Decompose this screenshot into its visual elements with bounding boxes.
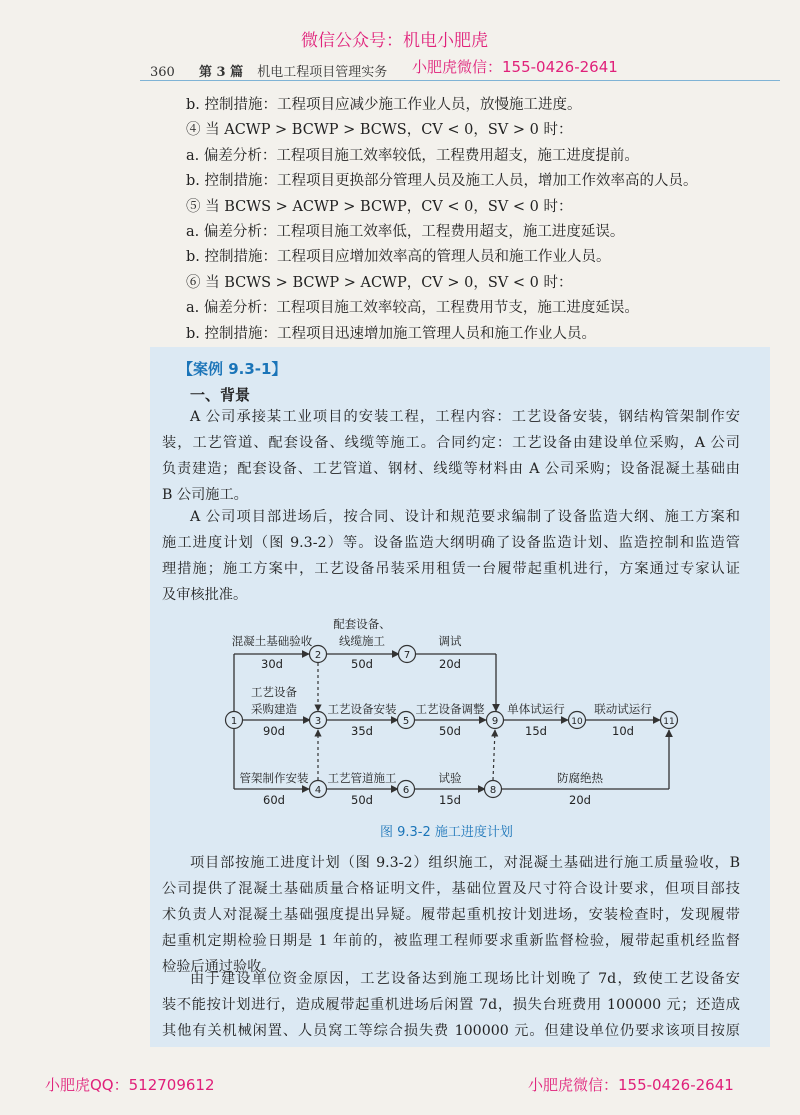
activity-duration: 35d <box>351 724 373 738</box>
paragraph-line: 其他有关机械闲置、人员窝工等综合损失费 100000 元。但建设单位仍要求该项目按原 <box>162 1023 740 1039</box>
paragraph-line: 及审核批准。 <box>162 587 248 603</box>
paragraph-line: A 公司项目部进场后，按合同、设计和规范要求编制了设备监造大纲、施工方案和 <box>190 509 740 525</box>
analysis-line: a. 偏差分析：工程项目施工效率较低，工程费用超支，施工进度提前。 <box>186 148 639 164</box>
paragraph-line: 由于建设单位资金原因，工艺设备达到施工现场比计划晚了 7d，致使工艺设备安 <box>190 971 740 987</box>
activity-name: 联动试运行 <box>594 702 652 716</box>
analysis-line: ⑤ 当 BCWS > ACWP > BCWP，CV < 0，SV < 0 时： <box>186 199 573 215</box>
activity-name: 工艺设备 <box>251 685 297 699</box>
paragraph-line: 公司提供了混凝土基础质量合格证明文件，基础位置及尺寸符合设计要求，但项目部技 <box>162 881 740 897</box>
activity-name: 采购建造 <box>251 702 297 716</box>
activity-name: 单体试运行 <box>507 702 565 716</box>
section-label: 第 3 篇 <box>198 65 244 80</box>
node-label: 4 <box>314 785 322 796</box>
activity-duration: 50d <box>351 793 373 807</box>
activity-duration: 10d <box>612 724 634 738</box>
paragraph-line: 施工进度计划（图 9.3-2）等。设备监造大纲明确了设备监造计划、监造控制和监造管 <box>162 535 740 551</box>
activity-duration: 15d <box>525 724 547 738</box>
activity-name: 试验 <box>438 771 462 785</box>
activity-duration: 30d <box>261 657 283 671</box>
activity-name: 防腐绝热 <box>557 771 603 785</box>
analysis-line: b. 控制措施：工程项目迅速增加施工管理人员和施工作业人员。 <box>186 326 596 342</box>
case-paragraph-3 <box>162 850 740 980</box>
case-title: 【案例 9.3-1】 <box>178 360 287 378</box>
analysis-line: b. 控制措施：工程项目应减少施工作业人员，放慢施工进度。 <box>186 97 582 113</box>
node-label: 2 <box>314 650 322 661</box>
activity-duration: 20d <box>439 657 461 671</box>
activity-duration: 90d <box>263 724 285 738</box>
activity-name: 工艺设备安装 <box>327 702 397 716</box>
analysis-line: b. 控制措施：工程项目更换部分管理人员及施工人员，增加工作效率高的人员。 <box>186 173 698 189</box>
activity-name: 线缆施工 <box>339 634 385 648</box>
schedule-network-diagram <box>210 617 710 820</box>
watermark-bottom-right: 小肥虎微信：155-0426-2641 <box>528 1076 734 1094</box>
activity-duration: 50d <box>439 724 461 738</box>
figure-caption: 图 9.3-2 施工进度计划 <box>380 825 513 840</box>
watermark-top-line1: 微信公众号：机电小肥虎 <box>301 31 488 51</box>
analysis-line: a. 偏差分析：工程项目施工效率低，工程费用超支，施工进度延误。 <box>186 224 625 240</box>
paragraph-line: 装，工艺管道、配套设备、线缆等施工。合同约定：工艺设备由建设单位采购，A 公司 <box>162 435 740 451</box>
watermark-bottom-left: 小肥虎QQ：512709612 <box>45 1076 215 1094</box>
case-paragraph-4 <box>162 966 740 1044</box>
node-label: 11 <box>663 717 675 727</box>
section-title: 机电工程项目管理实务 <box>257 65 388 80</box>
node-label: 3 <box>314 716 322 727</box>
paragraph-line: 项目部按施工进度计划（图 9.3-2）组织施工，对混凝土基础进行施工质量验收，B <box>190 855 740 871</box>
paragraph-line: 装不能按计划进行，造成履带起重机进场后闲置 7d，损失台班费用 100000 元；还造成 <box>162 997 740 1013</box>
paragraph-line: 检验后通过验收。 <box>162 959 276 975</box>
dummy-8-9 <box>493 730 495 780</box>
page-header <box>150 61 387 80</box>
node-label: 9 <box>491 716 499 727</box>
activity-name: 调试 <box>438 634 462 648</box>
analysis-line: a. 偏差分析：工程项目施工效率较高，工程费用节支，施工进度延误。 <box>186 300 639 316</box>
paragraph-line: 术负责人对混凝土基础强度提出异疑。履带起重机按计划进场，安装检查时，发现履带 <box>162 907 740 923</box>
activity-name: 工艺管道施工 <box>327 771 397 785</box>
watermark-top-line2: 小肥虎微信：155-0426-2641 <box>412 58 618 76</box>
node-label: 1 <box>230 716 238 727</box>
page-number: 360 <box>150 65 175 80</box>
activity-duration: 15d <box>439 793 461 807</box>
activity-name: 工艺设备调整 <box>415 702 485 716</box>
paragraph-line: B 公司施工。 <box>162 487 248 503</box>
paragraph-line: 负责建造；配套设备、工艺管道、钢材、线缆等材料由 A 公司采购；设备混凝土基础由 <box>162 461 740 477</box>
activity-name: 混凝土基础验收 <box>231 634 313 648</box>
activity-name: 配套设备、 <box>333 617 391 631</box>
case-paragraph-1 <box>162 404 740 508</box>
header-divider <box>140 80 780 81</box>
case-section-title: 一、背景 <box>190 386 251 404</box>
paragraph-line: 起重机定期检验日期是 1 年前的，被监理工程师要求重新监督检验，履带起重机经监督 <box>162 933 740 949</box>
node-label: 7 <box>403 650 411 661</box>
activity-duration: 60d <box>263 793 285 807</box>
activity-duration: 50d <box>351 657 373 671</box>
case-paragraph-2 <box>162 504 740 608</box>
activity-name: 管架制作安装 <box>239 771 309 785</box>
node-label: 8 <box>489 785 497 796</box>
node-label: 5 <box>402 716 410 727</box>
analysis-line: b. 控制措施：工程项目应增加效率高的管理人员和施工作业人员。 <box>186 249 611 265</box>
activity-duration: 20d <box>569 793 591 807</box>
paragraph-line: A 公司承接某工业项目的安装工程，工程内容：工艺设备安装，钢结构管架制作安 <box>190 409 740 425</box>
node-label: 10 <box>571 717 583 727</box>
analysis-line: ④ 当 ACWP > BCWP > BCWS，CV < 0，SV > 0 时： <box>186 122 573 138</box>
paragraph-line: 理措施；施工方案中，工艺设备吊装采用租赁一台履带起重机进行，方案通过专家认证 <box>162 561 740 577</box>
node-label: 6 <box>402 785 410 796</box>
analysis-line: ⑥ 当 BCWS > BCWP > ACWP，CV > 0，SV < 0 时： <box>186 275 573 291</box>
